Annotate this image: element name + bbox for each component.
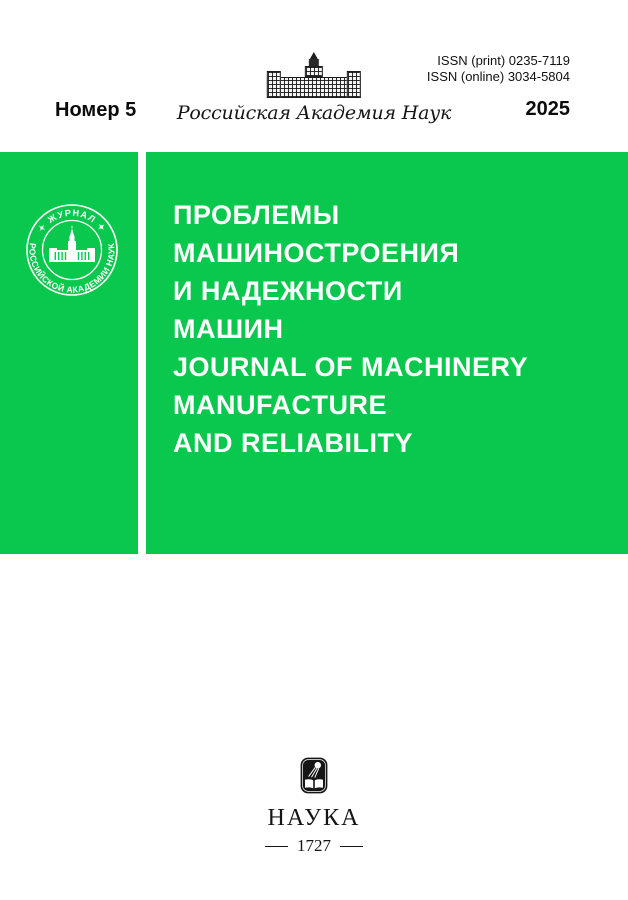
nauka-logo-icon bbox=[300, 757, 328, 794]
founded-year: 1727 bbox=[297, 836, 331, 855]
academy-name-script: Российская Академия Наук bbox=[176, 102, 452, 124]
ras-building-icon bbox=[267, 52, 361, 98]
emblem-top-arc-label: ✦ ЖУРНАЛ ✦ bbox=[35, 207, 109, 235]
left-rule bbox=[265, 846, 288, 847]
publisher-name: НАУКА bbox=[267, 805, 361, 831]
strip-divider bbox=[138, 152, 146, 554]
title-ru-line: МАШИНОСТРОЕНИЯ bbox=[173, 238, 460, 268]
ras-building-tower bbox=[305, 66, 323, 77]
ras-academy-logo bbox=[177, 52, 451, 124]
cover-header bbox=[0, 0, 628, 152]
emblem-bottom-arc-label: РОССИЙСКОЙ АКАДЕМИИ НАУК bbox=[27, 242, 117, 295]
journal-ras-emblem bbox=[26, 204, 118, 296]
cover-year: 2025 bbox=[525, 98, 570, 120]
emblem-building-icon bbox=[49, 226, 95, 262]
title-en-line: AND RELIABILITY bbox=[173, 428, 413, 458]
right-rule bbox=[340, 846, 363, 847]
title-ru-line: МАШИН bbox=[173, 314, 284, 344]
issn-online: ISSN (online) 3034-5804 bbox=[426, 69, 570, 84]
title-en-line: JOURNAL OF MACHINERY bbox=[173, 352, 529, 382]
ras-building-right-pavilion bbox=[347, 71, 361, 98]
journal-title-ru bbox=[173, 196, 610, 348]
title-block bbox=[146, 152, 628, 554]
ras-building-tower-top bbox=[309, 59, 319, 66]
publisher-block bbox=[0, 757, 628, 856]
title-ru-line: И НАДЕЖНОСТИ bbox=[173, 276, 403, 306]
ras-building-spire bbox=[310, 52, 318, 59]
left-strip bbox=[0, 152, 138, 554]
issn-print: ISSN (print) 0235-7119 bbox=[437, 53, 570, 68]
issue-number: Номер 5 bbox=[55, 99, 137, 121]
ras-building-left-pavilion bbox=[267, 71, 281, 98]
cover-green-band bbox=[0, 152, 628, 554]
title-en-line: MANUFACTURE bbox=[173, 390, 387, 420]
founded-year-row bbox=[0, 836, 628, 856]
journal-title-en bbox=[173, 348, 610, 462]
title-ru-line: ПРОБЛЕМЫ bbox=[173, 200, 340, 230]
